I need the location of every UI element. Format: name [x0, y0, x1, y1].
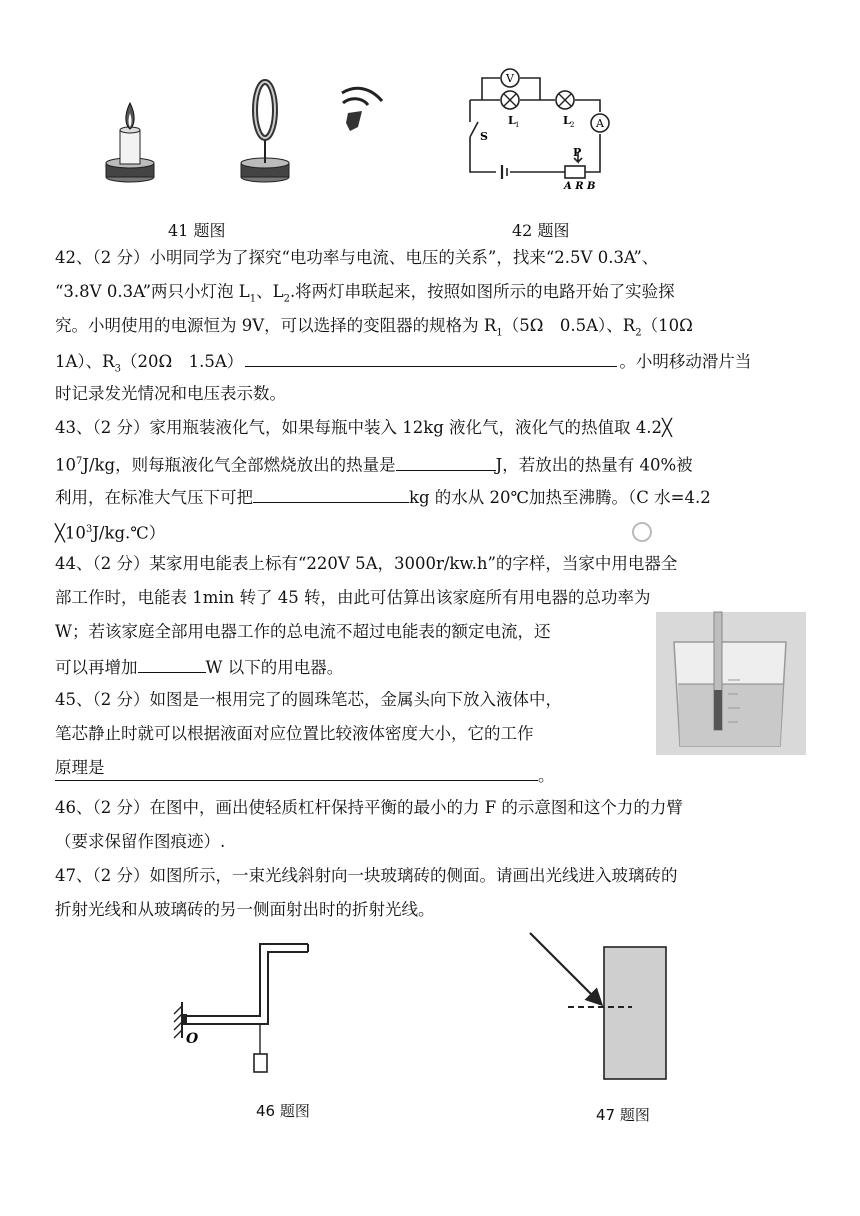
figure-47-caption: 47 题图 [596, 1106, 650, 1124]
candle-icon [106, 103, 154, 182]
hand-icon [342, 88, 382, 131]
q42-line-2: “3.8V 0.3A”两只小灯泡 $L_1$、$L_2$.将两灯串联起来，按照如图所示的电路开始了实验探 [55, 282, 675, 305]
q45-line-2: 笔芯静止时就可以根据液面对应位置比较液体密度大小，它的工作 [55, 724, 534, 743]
q42-line-3: 究。小明使用的电源恒为 9V，可以选择的变阻器的规格为 $R_1(5\Omega$ 0.5A）、$R_2(10\Omega$ [55, 316, 693, 339]
svg-text:L: L [563, 114, 571, 127]
q43-line-2: $10^7J/kg$，则每瓶液化气全部燃烧放出的热量是 J，若放出的热量有 40%被 [55, 455, 693, 475]
q43-heat-blank[interactable] [396, 454, 496, 471]
q42-line-4: 1A）、$R_3(20\Omega$ 1.5A） 。小明移动滑片当 [55, 352, 752, 375]
q46-line-2: （要求保留作图痕迹）. [55, 832, 226, 851]
q45-line-1: 45、（2 分）如图是一根用完了的圆珠笔芯，金属头向下放入液体中， [55, 690, 562, 709]
svg-text:A: A [596, 117, 604, 130]
q43-line-4: $╳10^3J/kg.℃$） [55, 523, 166, 543]
lamp-l1-symbol [501, 91, 519, 129]
ring-stand-icon [241, 82, 289, 182]
svg-text:2: 2 [570, 121, 575, 129]
q44-power-blank[interactable] [138, 656, 206, 673]
figure-47-glass-block [520, 925, 680, 1090]
q46-line-1: 46、（2 分）在图中，画出使轻质杠杆保持平衡的最小的力 F 的示意图和这个力的力臂 [55, 798, 683, 817]
q45-line-4: 。 [55, 764, 815, 786]
figure-42-caption: 42 题图 [512, 221, 570, 240]
lamp-l2-symbol [556, 91, 574, 129]
q44-line-1: 44、（2 分）某家用电能表上标有“220V 5A，3000r/kw.h”的字样，当家中用电器全 [55, 554, 678, 573]
q43-line-3: 利用，在标准大气压下可把 kg 的水从 20℃加热至沸腾。（C 水=4.2 [55, 488, 711, 507]
glass-block [604, 947, 666, 1079]
incident-ray [530, 933, 600, 1003]
q47-line-1: 47、（2 分）如图所示，一束光线斜射向一块玻璃砖的侧面。请画出光线进入玻璃砖的 [55, 866, 678, 885]
pivot-label: O [186, 1031, 199, 1047]
q47-line-2: 折射光线和从玻璃砖的另一侧面射出时的折射光线。 [55, 900, 435, 919]
q42-answer-blank[interactable] [245, 350, 617, 367]
cursor-circle-icon [632, 522, 652, 542]
q44-line-2: 部工作时，电能表 1min 转了 45 转，由此可估算出该家庭所有用电器的总功率为 [55, 588, 651, 607]
voltmeter-symbol [501, 69, 519, 87]
q45-answer-blank[interactable] [55, 764, 538, 781]
slider-label: P [573, 146, 582, 159]
q44-line-4: 可以再增加 W 以下的用电器。 [55, 658, 344, 677]
svg-text:V: V [506, 72, 514, 85]
rheostat-label: A R B [564, 181, 596, 192]
q44-line-3: W；若该家庭全部用电器工作的总电流不超过电能表的额定电流，还 [55, 622, 551, 641]
q43-mass-blank[interactable] [253, 486, 409, 503]
figure-41-caption: 41 题图 [168, 221, 226, 240]
figure-42-circuit [460, 62, 620, 192]
q45-line-3: 原理是 [55, 758, 105, 777]
svg-text:1: 1 [515, 121, 520, 129]
figure-41 [100, 75, 400, 195]
q42-line-1: 42、（2 分）小明同学为了探究“电功率与电流、电压的关系”，找来“2.5V 0.3A”、 [55, 248, 659, 267]
ammeter-symbol [591, 114, 609, 132]
figure-46-caption: 46 题图 [256, 1102, 310, 1120]
switch-label: S [480, 130, 488, 143]
q42-line-5: 时记录发光情况和电压表示数。 [55, 384, 286, 403]
pivot-icon [181, 1014, 187, 1025]
q43-line-1: 43、（2 分）家用瓶装液化气，如果每瓶中装入 12kg 液化气，液化气的热值取 4.2╳ [55, 418, 672, 437]
svg-text:L: L [508, 114, 516, 127]
figure-46-lever [160, 930, 360, 1080]
